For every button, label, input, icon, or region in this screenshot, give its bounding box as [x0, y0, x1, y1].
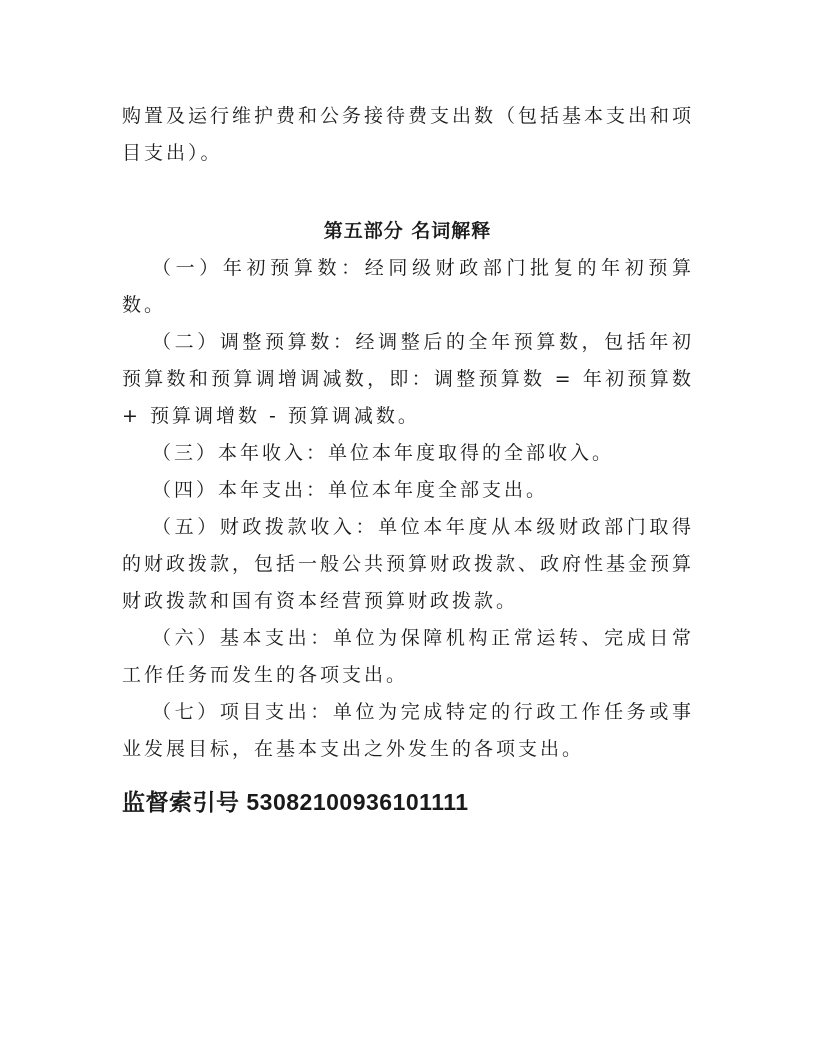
definition-item: （二）调整预算数：经调整后的全年预算数，包括年初预算数和预算调增调减数，即：调整预算数 = 年初预算数 + 预算调增数 - 预算调减数。 — [122, 331, 694, 427]
definition-item: （七）项目支出：单位为完成特定的行政工作任务或事业发展目标，在基本支出之外发生的各项支出。 — [122, 701, 694, 760]
definition-item: （三）本年收入：单位本年度取得的全部收入。 — [152, 442, 615, 464]
definition-item: （一）年初预算数：经同级财政部门批复的年初预算数。 — [122, 257, 694, 316]
definition-item: （五）财政拨款收入：单位本年度从本级财政部门取得的财政拨款，包括一般公共预算财政拨款、政府性基金预算财政拨款和国有资本经营预算财政拨款。 — [122, 516, 695, 612]
definition-item: （六）基本支出：单位为保障机构正常运转、完成日常工作任务而发生的各项支出。 — [122, 627, 694, 686]
definitions-list — [122, 250, 694, 768]
section-title: 第五部分 名词解释 — [323, 220, 492, 242]
supervision-index-number: 监督索引号 53082100936101111 — [122, 789, 469, 815]
definition-item: （四）本年支出：单位本年度全部支出。 — [152, 479, 549, 501]
intro-paragraph: 购置及运行维护费和公务接待费支出数（包括基本支出和项目支出）。 — [122, 105, 695, 164]
